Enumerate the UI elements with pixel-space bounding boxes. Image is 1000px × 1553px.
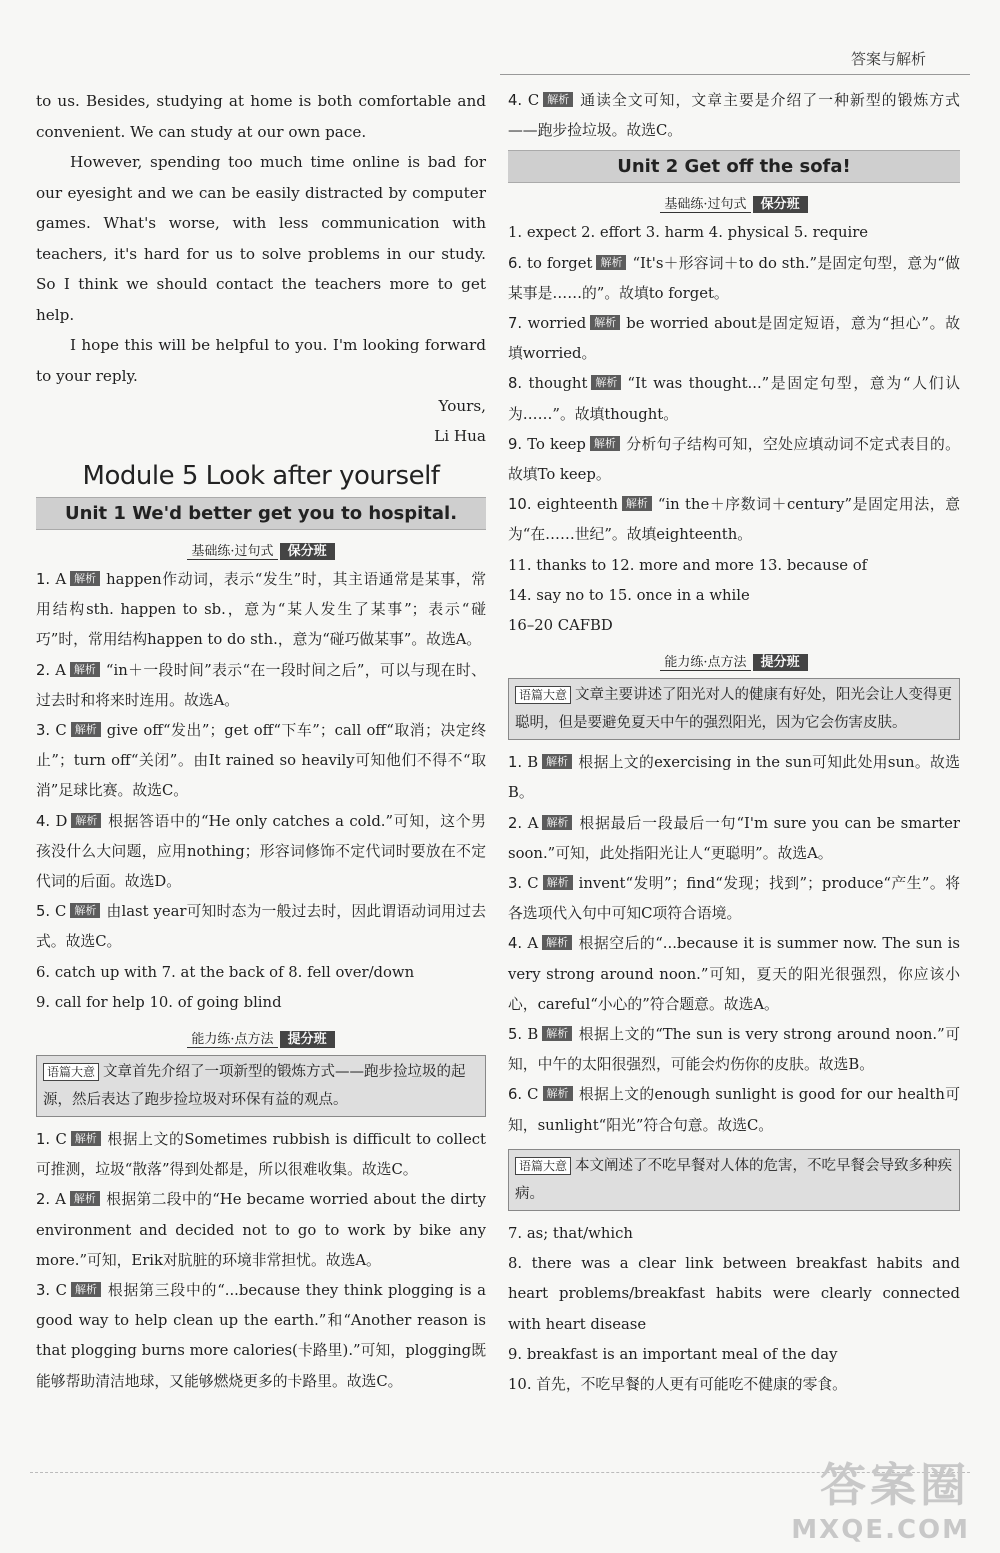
fill-line: 9. call for help 10. of going blind	[36, 993, 282, 1011]
letter-paragraph: to us. Besides, studying at home is both comfortable and convenient. We can study at our own pace.	[36, 92, 486, 141]
section-label: 基础练·过句式	[660, 197, 750, 213]
analysis-tag: 解析	[542, 1026, 572, 1041]
answer-item: 6. C 解析 根据上文的enough sunlight is good for our health可知，sunlight“阳光”符合句意。故选C。	[508, 1086, 960, 1134]
unit-title: Unit 1 We'd better get you to hospital.	[36, 497, 486, 530]
answer-item: 7. worried 解析 be worried about是固定短语，意为“担心”。故填worried。	[508, 315, 960, 363]
analysis-tag: 解析	[590, 315, 620, 330]
section-label: 基础练·过句式	[187, 544, 277, 560]
fill-line: 7. as; that/which	[508, 1224, 633, 1242]
summary-text: 文章主要讲述了阳光对人的健康有好处，阳光会让人变得更聪明，但是要避免夏天中午的强烈阳光，因为它会伤害皮肤。	[515, 687, 953, 732]
answer-item: 9. To keep 解析 分析句子结构可知，空处应填动词不定式表目的。故填To keep。	[508, 435, 960, 484]
answer-item: 3. C 解析 give off“发出”；get off“下车”；call off“取消；决定终止”；turn off“关闭”。由It rained so heavily可知他们不得不“取消”足球比赛。故选C。	[36, 722, 486, 800]
fill-line: 1. expect 2. effort 3. harm 4. physical 5. require	[508, 224, 869, 242]
analysis-tag: 解析	[70, 571, 100, 586]
answer-list	[508, 748, 960, 1141]
analysis-tag: 解析	[542, 935, 572, 950]
analysis-tag: 解析	[622, 496, 652, 511]
section-label: 能力练·点方法	[187, 1032, 277, 1048]
section-heading	[508, 651, 960, 670]
module-title: Module 5 Look after yourself	[82, 461, 440, 491]
fill-line: 16–20 CAFBD	[508, 617, 613, 635]
analysis-tag: 解析	[543, 875, 573, 890]
left-column	[36, 86, 486, 1397]
answer-item: 2. A 解析 根据第二段中的“He became worried about the dirty environment and decided not to go to work by bike any more.”可知，Erik对肮脏的环境非常担忧。故选A。	[36, 1191, 486, 1269]
section-badge: 保分班	[753, 196, 808, 213]
passage-summary	[508, 678, 960, 740]
answer-item: 3. C 解析 根据第三段中的“...because they think plogging is a good way to help clean up the earth.”和“Another reason is that plogging burns more calories(卡路里).”可知，plogging既能够帮助清洁地球，又能够燃烧更多的卡路里。故选C。	[36, 1282, 486, 1390]
letter-paragraph: I hope this will be helpful to you. I'm looking forward to your reply.	[36, 336, 486, 385]
letter-paragraph: However, spending too much time online is bad for our eyesight and we can be easily distracted by computer games. What's worse, with less communication with teachers, it's hard for us to solve problems in our study. So I think we should contact the teachers more to get help.	[36, 153, 486, 324]
fill-line: 8. there was a clear link between breakfast habits and heart problems/breakfast habits were clearly connected with heart disease	[508, 1255, 960, 1333]
watermark-logo: 答案圈	[820, 1458, 970, 1512]
summary-label: 语篇大意	[515, 686, 571, 704]
section-heading	[36, 540, 486, 559]
analysis-tag: 解析	[596, 255, 626, 270]
analysis-tag: 解析	[542, 754, 572, 769]
analysis-tag: 解析	[590, 436, 620, 451]
passage-summary	[508, 1149, 960, 1211]
unit-title: Unit 2 Get off the sofa!	[508, 150, 960, 183]
answer-list	[508, 218, 960, 641]
section-badge: 保分班	[280, 543, 335, 560]
section-heading	[508, 193, 960, 212]
page-header: 答案与解析	[850, 50, 926, 68]
answer-item: 8. thought 解析 “It was thought...”是固定句型，意为“人们认为……”。故填thought。	[508, 375, 960, 423]
analysis-tag: 解析	[71, 1131, 101, 1146]
analysis-tag: 解析	[71, 722, 101, 737]
summary-text: 文章首先介绍了一项新型的锻炼方式——跑步捡垃圾的起源，然后表达了跑步捡垃圾对环保有益的观点。	[43, 1064, 466, 1109]
fill-line: 9. breakfast is an important meal of the day	[508, 1345, 838, 1363]
answer-item: 10. eighteenth 解析 “in the＋序数词＋century”是固定用法，意为“在……世纪”。故填eighteenth。	[508, 496, 960, 544]
summary-label: 语篇大意	[515, 1157, 571, 1175]
analysis-tag: 解析	[70, 662, 100, 677]
analysis-tag: 解析	[542, 815, 572, 830]
answer-item: 5. C 解析 由last year可知时态为一般过去时，因此谓语动词用过去式。故选C。	[36, 903, 486, 951]
analysis-tag: 解析	[70, 903, 100, 918]
answer-item: 6. to forget 解析 “It's＋形容词＋to do sth.”是固定句型，意为“做某事是……的”。故填to forget。	[508, 254, 960, 302]
answer-item: 1. C 解析 根据上文的Sometimes rubbish is difficult to collect可推测，垃圾“散落”得到处都是，所以很难收集。故选C。	[36, 1131, 486, 1179]
analysis-tag: 解析	[543, 1086, 573, 1101]
answer-item: 4. C 解析 通读全文可知，文章主要是介绍了一种新型的锻炼方式——跑步捡垃圾。故选C。	[508, 92, 960, 140]
analysis-tag: 解析	[71, 813, 101, 828]
watermark	[791, 1449, 970, 1545]
answer-list	[508, 1219, 960, 1400]
passage-summary	[36, 1055, 486, 1117]
analysis-tag: 解析	[70, 1191, 100, 1206]
section-badge: 提分班	[280, 1031, 335, 1048]
section-heading	[36, 1028, 486, 1047]
answer-item: 3. C 解析 invent“发明”；find“发现；找到”；produce“产生”。将各选项代入句中可知C项符合语境。	[508, 875, 960, 923]
summary-text: 本文阐述了不吃早餐对人体的危害，不吃早餐会导致多种疾病。	[515, 1157, 953, 1202]
header-rule	[500, 74, 970, 75]
fill-line: 11. thanks to 12. more and more 13. because of	[508, 556, 868, 574]
section-badge: 提分班	[753, 654, 808, 671]
right-column	[508, 86, 960, 1400]
answer-item: 4. D 解析 根据答语中的“He only catches a cold.”可知，这个男孩没什么大问题，应用nothing；形容词修饰不定代词时要放在不定代词的后面。故选D。	[36, 812, 486, 891]
fill-line: 10. 首先，不吃早餐的人更有可能吃不健康的零食。	[508, 1375, 847, 1393]
fill-line: 14. say no to 15. once in a while	[508, 586, 750, 604]
answer-item: 1. B 解析 根据上文的exercising in the sun可知此处用sun。故选B。	[508, 754, 960, 802]
answer-list	[36, 565, 486, 1018]
letter-closing: Yours,	[438, 397, 486, 415]
letter-signature: Li Hua	[434, 427, 486, 445]
analysis-tag: 解析	[543, 92, 573, 107]
answer-list	[36, 1125, 486, 1397]
fill-line: 6. catch up with 7. at the back of 8. fell over/down	[36, 963, 415, 981]
answer-item: 2. A 解析 “in＋一段时间”表示“在一段时间之后”，可以与现在时、过去时和将来时连用。故选A。	[36, 661, 486, 709]
answer-item: 1. A 解析 happen作动词，表示“发生”时，其主语通常是某事，常用结构sth. happen to sb.，意为“某人发生了某事”；表示“碰巧”时，常用结构happen to do sth.，意为“碰巧做某事”。故选A。	[36, 571, 486, 649]
answer-item: 5. B 解析 根据上文的“The sun is very strong around noon.”可知，中午的太阳很强烈，可能会灼伤你的皮肤。故选B。	[508, 1026, 960, 1074]
watermark-url: MXQE.COM	[791, 1515, 970, 1545]
answer-item: 4. A 解析 根据空后的“...because it is summer now. The sun is very strong around noon.”可知，夏天的阳光很强烈，你应该小心，careful“小心的”符合题意。故选A。	[508, 935, 960, 1013]
analysis-tag: 解析	[591, 375, 621, 390]
section-label: 能力练·点方法	[660, 655, 750, 671]
analysis-tag: 解析	[71, 1282, 101, 1297]
summary-label: 语篇大意	[43, 1063, 99, 1081]
answer-item: 2. A 解析 根据最后一段最后一句“I'm sure you can be smarter soon.”可知，此处指阳光让人“更聪明”。故选A。	[508, 814, 960, 862]
